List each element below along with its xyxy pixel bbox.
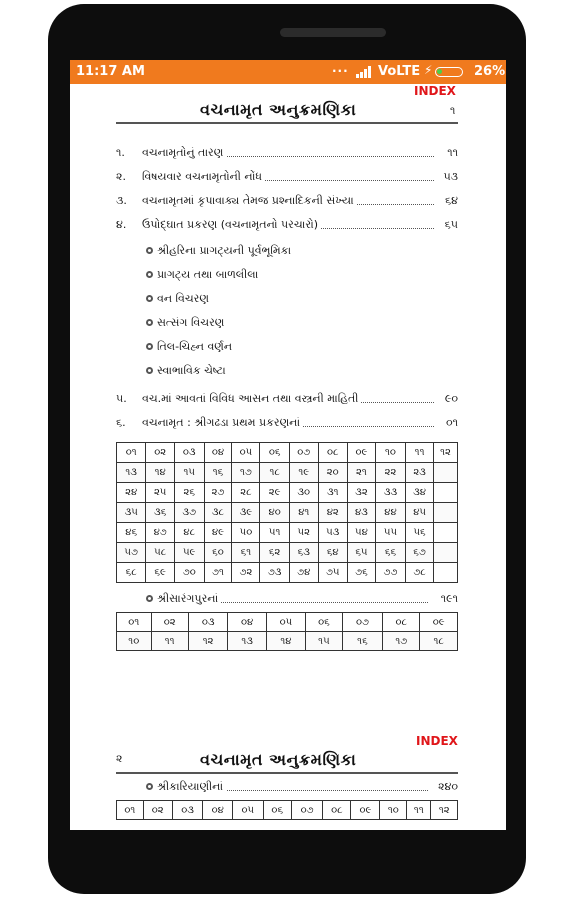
battery-percent: 26% xyxy=(474,64,506,79)
bullet-icon xyxy=(146,247,153,254)
vachanamrut-number-cell[interactable]: ૩૭ xyxy=(174,503,204,523)
vachanamrut-number-cell[interactable]: ૧૧ xyxy=(151,632,188,651)
toc-row[interactable] xyxy=(116,170,458,186)
grid-row xyxy=(117,463,458,483)
vachanamrut-number-cell[interactable]: ૭૫ xyxy=(318,563,347,583)
vachanamrut-number-cell[interactable]: ૦૪ xyxy=(203,801,233,820)
vachanamrut-number-cell[interactable]: ૦૪ xyxy=(228,613,266,632)
vachanamrut-number-cell[interactable]: ૫૯ xyxy=(174,543,204,563)
vachanamrut-number-cell[interactable]: ૩૮ xyxy=(204,503,232,523)
vachanamrut-number-cell[interactable]: ૨૪ xyxy=(117,483,146,503)
vachanamrut-number-cell[interactable]: ૧૧ xyxy=(406,443,434,463)
vachanamrut-number-cell[interactable]: ૬૭ xyxy=(406,543,434,563)
signal-icon xyxy=(356,66,374,78)
vachanamrut-number-cell[interactable]: ૭૭ xyxy=(375,563,405,583)
vachanamrut-number-cell[interactable]: ૪૭ xyxy=(146,523,175,543)
page-title: વચનામૃત અનુક્રમણિકા xyxy=(200,100,357,119)
vachanamrut-number-cell[interactable]: ૨૯ xyxy=(260,483,290,503)
toc-number: ૨. xyxy=(116,170,126,183)
vachanamrut-number-cell[interactable]: ૪૧ xyxy=(289,503,318,523)
index-link[interactable]: INDEX xyxy=(414,84,456,98)
vachanamrut-number-cell[interactable]: ૫૨ xyxy=(289,523,318,543)
vachanamrut-number-cell[interactable]: ૧૮ xyxy=(420,632,458,651)
earpiece-speaker xyxy=(280,28,386,37)
vachanamrut-number-cell[interactable]: ૭૩ xyxy=(260,563,290,583)
sarangpur-page: ૧૯૧ xyxy=(440,592,458,605)
document-view[interactable] xyxy=(70,84,506,830)
vachanamrut-number-cell[interactable]: ૩૯ xyxy=(232,503,260,523)
bullet-icon xyxy=(146,319,153,326)
sarangpur-row[interactable] xyxy=(146,592,458,608)
vachanamrut-number-cell[interactable]: ૦૫ xyxy=(232,443,260,463)
vachanamrut-number-cell xyxy=(434,523,458,543)
toc-title: વચનામૃતોનું તારણ xyxy=(142,146,226,160)
vachanamrut-number-cell[interactable]: ૧૦ xyxy=(117,632,152,651)
vachanamrut-number-cell[interactable]: ૪૪ xyxy=(375,503,405,523)
vachanamrut-number-cell[interactable]: ૦૯ xyxy=(351,801,380,820)
grid-row xyxy=(117,801,458,820)
toc-row[interactable] xyxy=(116,218,458,234)
bullet-icon xyxy=(146,595,153,602)
vachanamrut-number-cell[interactable]: ૦૭ xyxy=(289,443,318,463)
network-type: VoLTE xyxy=(378,64,421,79)
vachanamrut-number-cell[interactable]: ૫૭ xyxy=(117,543,146,563)
vachanamrut-number-cell[interactable]: ૪૦ xyxy=(260,503,290,523)
vachanamrut-number-cell[interactable]: ૨૬ xyxy=(174,483,204,503)
vachanamrut-number-cell[interactable]: ૧૭ xyxy=(383,632,420,651)
vachanamrut-number-cell[interactable]: ૬૫ xyxy=(347,543,375,563)
grid-row xyxy=(117,563,458,583)
vachanamrut-number-cell[interactable]: ૦૯ xyxy=(347,443,375,463)
toc-page: ૫૩ xyxy=(443,170,458,183)
vachanamrut-number-cell[interactable]: ૦૩ xyxy=(188,613,228,632)
kariyani-page: ૨૪૦ xyxy=(438,780,458,793)
vachanamrut-number-cell[interactable]: ૩૦ xyxy=(289,483,318,503)
vachanamrut-number-cell xyxy=(434,543,458,563)
page-number: ૧ xyxy=(450,104,456,117)
sub-item-label: વન વિચરણ xyxy=(157,292,209,305)
sub-item-label: શ્રીહરિના પ્રાગટ્યની પૂર્વભૂમિકા xyxy=(157,244,292,257)
title-underline-2 xyxy=(116,772,458,774)
toc-title: વચ.માં આવતાં વિવિધ આસન તથા વસ્ત્રની માહિતી xyxy=(142,392,361,406)
vachanamrut-number-cell[interactable]: ૨૭ xyxy=(204,483,232,503)
status-time: 11:17 AM xyxy=(76,64,145,79)
toc-page: ૦૧ xyxy=(445,416,458,429)
bullet-icon xyxy=(146,343,153,350)
vachanamrut-number-cell[interactable]: ૦૮ xyxy=(318,443,347,463)
vachanamrut-number-cell[interactable]: ૫૧ xyxy=(260,523,290,543)
toc-row[interactable] xyxy=(116,194,458,210)
toc-title: વચનામૃતમાં કૃપાવાક્ય તેમજ પ્રશ્નાદિકની સંખ્યા xyxy=(142,194,357,208)
vachanamrut-number-cell[interactable]: ૦૧ xyxy=(117,801,144,820)
vachanamrut-number-cell[interactable]: ૫૫ xyxy=(375,523,405,543)
vachanamrut-number-cell[interactable]: ૦૫ xyxy=(233,801,264,820)
vachanamrut-number-cell[interactable]: ૩૪ xyxy=(406,483,434,503)
index-link-2[interactable]: INDEX xyxy=(416,734,458,748)
vachanamrut-number-cell[interactable]: ૧૨ xyxy=(431,801,458,820)
vachanamrut-number-cell[interactable]: ૬૨ xyxy=(260,543,290,563)
sub-item-label: સ્વાભાવિક ચેષ્ટા xyxy=(157,364,226,377)
vachanamrut-number-cell[interactable]: ૬૯ xyxy=(146,563,175,583)
vachanamrut-number-cell[interactable]: ૦૭ xyxy=(291,801,322,820)
vachanamrut-number-cell[interactable]: ૧૦ xyxy=(375,443,405,463)
screen xyxy=(70,60,506,830)
vachanamrut-number-cell[interactable]: ૧૪ xyxy=(266,632,305,651)
vachanamrut-number-cell[interactable]: ૫૬ xyxy=(406,523,434,543)
sub-item-label: પ્રાગટ્ય તથા બાળલીલા xyxy=(157,268,259,281)
vachanamrut-number-cell[interactable]: ૬૪ xyxy=(318,543,347,563)
bullet-icon xyxy=(146,367,153,374)
toc-row[interactable] xyxy=(116,416,458,432)
page-title-2: વચનામૃત અનુક્રમણિકા xyxy=(200,750,357,769)
vachanamrut-number-cell[interactable]: ૨૩ xyxy=(406,463,434,483)
vachanamrut-number-cell[interactable]: ૬૬ xyxy=(375,543,405,563)
sub-item[interactable] xyxy=(146,268,258,284)
charging-icon: ⚡ xyxy=(424,63,433,77)
vachanamrut-number-cell[interactable]: ૭૬ xyxy=(347,563,375,583)
bullet-icon xyxy=(146,271,153,278)
vachanamrut-number-cell[interactable]: ૭૦ xyxy=(174,563,204,583)
vachanamrut-number-cell[interactable]: ૪૫ xyxy=(406,503,434,523)
vachanamrut-number-cell[interactable]: ૦૬ xyxy=(260,443,290,463)
vachanamrut-number-cell[interactable]: ૬૧ xyxy=(232,543,260,563)
vachanamrut-number-cell[interactable]: ૭૨ xyxy=(232,563,260,583)
toc-page: ૬૫ xyxy=(444,218,458,231)
toc-number: ૬. xyxy=(116,416,126,429)
status-dots: ... xyxy=(332,61,349,75)
sub-item[interactable] xyxy=(146,364,226,380)
toc-row[interactable] xyxy=(116,146,458,162)
vachanamrut-number-cell[interactable]: ૦૭ xyxy=(342,613,382,632)
vachanamrut-number-cell[interactable]: ૪૨ xyxy=(318,503,347,523)
sarangpur-label: શ્રીસારંગપુરનાં xyxy=(157,592,221,605)
toc-page: ૯૦ xyxy=(444,392,458,405)
toc-title: ઉપોદ્ઘાત પ્રકરણ (વચનામૃતનો પરચારો) xyxy=(142,218,321,232)
toc-title: વિષયવાર વચનામૃતોની નોંધ xyxy=(142,170,265,184)
vachanamrut-number-cell[interactable]: ૨૦ xyxy=(318,463,347,483)
vachanamrut-number-cell[interactable]: ૫૮ xyxy=(146,543,175,563)
sub-item-label: સત્સંગ વિચરણ xyxy=(157,316,225,329)
vachanamrut-number-cell xyxy=(434,463,458,483)
vachanamrut-number-cell[interactable]: ૧૫ xyxy=(306,632,343,651)
battery-icon xyxy=(435,67,463,77)
toc-number: ૩. xyxy=(116,194,127,207)
vachanamrut-number-cell[interactable]: ૦૮ xyxy=(323,801,351,820)
vachanamrut-number-cell[interactable]: ૩૫ xyxy=(117,503,146,523)
vachanamrut-number-cell[interactable]: ૭૮ xyxy=(406,563,434,583)
vachanamrut-number-cell[interactable]: ૪૯ xyxy=(204,523,232,543)
vachanamrut-number-cell[interactable]: ૨૧ xyxy=(347,463,375,483)
toc-number: ૧. xyxy=(116,146,125,159)
title-underline xyxy=(116,122,458,124)
vachanamrut-number-cell[interactable]: ૦૨ xyxy=(146,443,175,463)
vachanamrut-number-cell[interactable]: ૧૩ xyxy=(117,463,146,483)
dotted-leader xyxy=(216,790,428,791)
vachanamrut-number-cell[interactable]: ૪૩ xyxy=(347,503,375,523)
vachanamrut-number-cell[interactable]: ૧૬ xyxy=(204,463,232,483)
vachanamrut-number-cell[interactable]: ૩૩ xyxy=(375,483,405,503)
sub-item[interactable] xyxy=(146,340,232,356)
grid-row xyxy=(117,523,458,543)
toc-number: ૫. xyxy=(116,392,127,405)
kariyani-row[interactable] xyxy=(146,780,458,796)
page-number-2: ૨ xyxy=(116,752,123,765)
vachanamrut-number-cell[interactable]: ૦૫ xyxy=(266,613,305,632)
bullet-icon xyxy=(146,295,153,302)
sub-item[interactable] xyxy=(146,292,209,308)
sub-item-label: તિલ-ચિહ્ન વર્ણન xyxy=(157,340,233,353)
grid-row xyxy=(117,483,458,503)
sub-item[interactable] xyxy=(146,244,291,260)
vachanamrut-number-cell[interactable]: ૦૩ xyxy=(174,443,204,463)
grid-row xyxy=(117,543,458,563)
toc-page: ૬૪ xyxy=(445,194,458,207)
vachanamrut-number-cell[interactable]: ૩૧ xyxy=(318,483,347,503)
vachanamrut-number-cell[interactable]: ૧૯ xyxy=(289,463,318,483)
vachanamrut-number-cell[interactable]: ૧૨ xyxy=(434,443,458,463)
grid-row xyxy=(117,632,458,651)
vachanamrut-number-cell[interactable]: ૭૧ xyxy=(204,563,232,583)
vachanamrut-number-cell[interactable]: ૦૪ xyxy=(204,443,232,463)
vachanamrut-number-cell[interactable]: ૩૨ xyxy=(347,483,375,503)
vachanamrut-number-cell[interactable]: ૦૮ xyxy=(383,613,420,632)
toc-number: ૪. xyxy=(116,218,127,231)
vachanamrut-number-cell[interactable]: ૨૫ xyxy=(146,483,175,503)
vachanamrut-number-cell[interactable]: ૩૬ xyxy=(146,503,175,523)
grid-row xyxy=(117,503,458,523)
vachanamrut-number-cell xyxy=(434,503,458,523)
grid-row xyxy=(117,613,458,632)
vachanamrut-number-cell[interactable]: ૪૮ xyxy=(174,523,204,543)
vachanamrut-number-cell[interactable]: ૫૩ xyxy=(318,523,347,543)
grid-row xyxy=(117,443,458,463)
vachanamrut-number-cell[interactable]: ૬૩ xyxy=(289,543,318,563)
sarangpur-grid xyxy=(116,612,458,651)
gadhada-grid xyxy=(116,442,458,583)
vachanamrut-number-cell[interactable]: ૧૭ xyxy=(232,463,260,483)
vachanamrut-number-cell[interactable]: ૧૦ xyxy=(380,801,407,820)
kariyani-grid xyxy=(116,800,458,820)
vachanamrut-number-cell[interactable]: ૧૫ xyxy=(174,463,204,483)
vachanamrut-number-cell[interactable]: ૦૬ xyxy=(306,613,343,632)
vachanamrut-number-cell[interactable]: ૫૪ xyxy=(347,523,375,543)
vachanamrut-number-cell[interactable]: ૧૪ xyxy=(146,463,175,483)
vachanamrut-number-cell[interactable]: ૧૮ xyxy=(260,463,290,483)
status-bar xyxy=(70,60,506,84)
vachanamrut-number-cell[interactable]: ૦૧ xyxy=(117,443,146,463)
vachanamrut-number-cell[interactable]: ૦૯ xyxy=(420,613,458,632)
vachanamrut-number-cell[interactable]: ૨૨ xyxy=(375,463,405,483)
vachanamrut-number-cell xyxy=(434,563,458,583)
vachanamrut-number-cell[interactable]: ૧૨ xyxy=(188,632,228,651)
vachanamrut-number-cell[interactable]: ૭૪ xyxy=(289,563,318,583)
vachanamrut-number-cell[interactable]: ૦૨ xyxy=(143,801,172,820)
vachanamrut-number-cell[interactable]: ૦૬ xyxy=(263,801,291,820)
toc-page: ૧૧ xyxy=(447,146,458,159)
vachanamrut-number-cell xyxy=(434,483,458,503)
vachanamrut-number-cell[interactable]: ૫૦ xyxy=(232,523,260,543)
vachanamrut-number-cell[interactable]: ૦૩ xyxy=(172,801,203,820)
vachanamrut-number-cell[interactable]: ૨૮ xyxy=(232,483,260,503)
vachanamrut-number-cell[interactable]: ૬૦ xyxy=(204,543,232,563)
vachanamrut-number-cell[interactable]: ૦૨ xyxy=(151,613,188,632)
vachanamrut-number-cell[interactable]: ૧૩ xyxy=(228,632,266,651)
sub-item[interactable] xyxy=(146,316,224,332)
toc-row[interactable] xyxy=(116,392,458,408)
toc-title: વચનામૃત : શ્રીગઢડા પ્રથમ પ્રકરણનાં xyxy=(142,416,303,430)
vachanamrut-number-cell[interactable]: ૬૮ xyxy=(117,563,146,583)
dotted-leader xyxy=(216,602,428,603)
vachanamrut-number-cell[interactable]: ૧૬ xyxy=(342,632,382,651)
vachanamrut-number-cell[interactable]: ૦૧ xyxy=(117,613,152,632)
bullet-icon xyxy=(146,783,153,790)
kariyani-label: શ્રીકારિયાણીનાં xyxy=(157,780,226,793)
vachanamrut-number-cell[interactable]: ૪૬ xyxy=(117,523,146,543)
vachanamrut-number-cell[interactable]: ૧૧ xyxy=(407,801,431,820)
